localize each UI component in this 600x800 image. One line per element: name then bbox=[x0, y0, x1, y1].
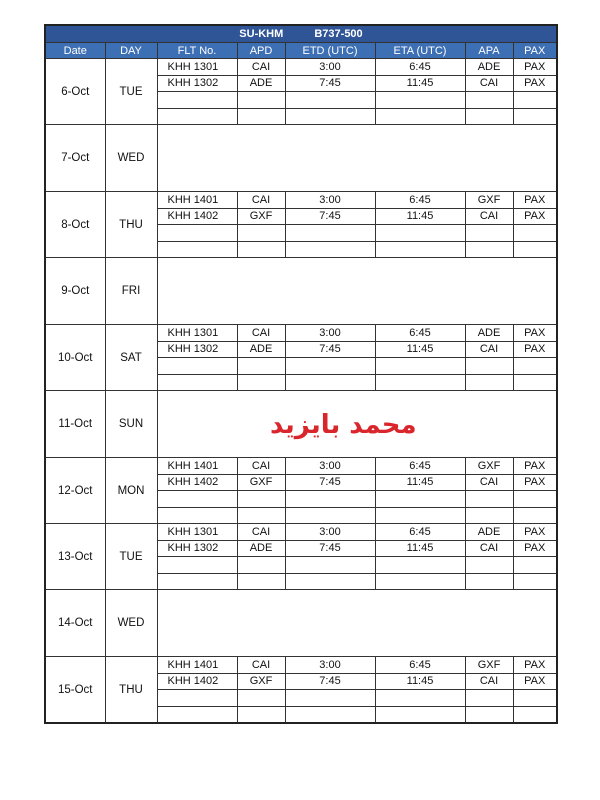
empty-cell bbox=[157, 507, 237, 524]
empty-cell bbox=[513, 706, 557, 723]
header-eta: ETA (UTC) bbox=[375, 43, 465, 59]
empty-cell bbox=[513, 690, 557, 707]
title-row bbox=[45, 25, 557, 43]
etd-cell: 7:45 bbox=[285, 474, 375, 491]
arrival-airport-cell: CAI bbox=[465, 673, 513, 690]
etd-cell: 3:00 bbox=[285, 657, 375, 674]
empty-cell bbox=[285, 108, 375, 125]
schedule-row bbox=[45, 590, 557, 657]
empty-cell bbox=[285, 491, 375, 508]
day-cell: WED bbox=[105, 590, 157, 657]
empty-cell bbox=[465, 225, 513, 242]
empty-cell bbox=[157, 108, 237, 125]
date-cell: 7-Oct bbox=[45, 125, 105, 192]
etd-cell: 7:45 bbox=[285, 208, 375, 225]
empty-cell bbox=[465, 573, 513, 590]
empty-cell bbox=[375, 573, 465, 590]
day-cell: TUE bbox=[105, 524, 157, 590]
day-cell: FRI bbox=[105, 258, 157, 325]
schedule-title bbox=[45, 25, 557, 43]
flight-number-cell: KHH 1402 bbox=[157, 673, 237, 690]
header-pax: PAX bbox=[513, 43, 557, 59]
eta-cell: 6:45 bbox=[375, 657, 465, 674]
empty-cell bbox=[237, 507, 285, 524]
header-day: DAY bbox=[105, 43, 157, 59]
flight-number-cell: KHH 1401 bbox=[157, 458, 237, 475]
date-cell: 10-Oct bbox=[45, 325, 105, 391]
departure-airport-cell: ADE bbox=[237, 75, 285, 92]
empty-cell bbox=[237, 358, 285, 375]
date-cell: 12-Oct bbox=[45, 458, 105, 524]
flight-number-cell: KHH 1401 bbox=[157, 192, 237, 209]
pax-cell: PAX bbox=[513, 673, 557, 690]
empty-day-cell bbox=[157, 258, 557, 325]
arrival-airport-cell: CAI bbox=[465, 341, 513, 358]
etd-cell: 7:45 bbox=[285, 75, 375, 92]
date-cell: 11-Oct bbox=[45, 391, 105, 458]
empty-cell bbox=[465, 92, 513, 109]
departure-airport-cell: CAI bbox=[237, 657, 285, 674]
empty-cell bbox=[465, 358, 513, 375]
day-cell: WED bbox=[105, 125, 157, 192]
etd-cell: 3:00 bbox=[285, 524, 375, 541]
departure-airport-cell: CAI bbox=[237, 192, 285, 209]
arrival-airport-cell: ADE bbox=[465, 524, 513, 541]
empty-cell bbox=[513, 225, 557, 242]
schedule-row bbox=[45, 657, 557, 674]
eta-cell: 6:45 bbox=[375, 325, 465, 342]
arrival-airport-cell: GXF bbox=[465, 192, 513, 209]
empty-cell bbox=[237, 491, 285, 508]
empty-cell bbox=[237, 92, 285, 109]
departure-airport-cell: GXF bbox=[237, 474, 285, 491]
empty-cell bbox=[285, 507, 375, 524]
flight-number-cell: KHH 1301 bbox=[157, 524, 237, 541]
schedule-row bbox=[45, 125, 557, 192]
schedule-row bbox=[45, 192, 557, 209]
date-cell: 6-Oct bbox=[45, 59, 105, 125]
etd-cell: 7:45 bbox=[285, 673, 375, 690]
flight-number-cell: KHH 1302 bbox=[157, 540, 237, 557]
eta-cell: 11:45 bbox=[375, 75, 465, 92]
departure-airport-cell: CAI bbox=[237, 458, 285, 475]
header-arrival-airport: APA bbox=[465, 43, 513, 59]
pax-cell: PAX bbox=[513, 341, 557, 358]
flight-number-cell: KHH 1301 bbox=[157, 325, 237, 342]
empty-cell bbox=[157, 706, 237, 723]
flight-schedule-table bbox=[44, 24, 558, 724]
empty-cell bbox=[375, 108, 465, 125]
arrival-airport-cell: GXF bbox=[465, 657, 513, 674]
header-etd: ETD (UTC) bbox=[285, 43, 375, 59]
empty-cell bbox=[157, 241, 237, 258]
eta-cell: 6:45 bbox=[375, 524, 465, 541]
eta-cell: 11:45 bbox=[375, 474, 465, 491]
empty-cell bbox=[285, 706, 375, 723]
eta-cell: 11:45 bbox=[375, 673, 465, 690]
arrival-airport-cell: CAI bbox=[465, 208, 513, 225]
empty-cell bbox=[375, 557, 465, 574]
schedule-row bbox=[45, 325, 557, 342]
empty-cell bbox=[513, 241, 557, 258]
flight-number-cell: KHH 1302 bbox=[157, 341, 237, 358]
empty-cell bbox=[375, 225, 465, 242]
eta-cell: 11:45 bbox=[375, 540, 465, 557]
flight-number-cell: KHH 1401 bbox=[157, 657, 237, 674]
empty-cell bbox=[375, 706, 465, 723]
day-cell: THU bbox=[105, 657, 157, 724]
eta-cell: 11:45 bbox=[375, 208, 465, 225]
date-cell: 13-Oct bbox=[45, 524, 105, 590]
flight-number-cell: KHH 1302 bbox=[157, 75, 237, 92]
etd-cell: 3:00 bbox=[285, 59, 375, 76]
etd-cell: 3:00 bbox=[285, 325, 375, 342]
empty-cell bbox=[285, 573, 375, 590]
empty-cell bbox=[237, 690, 285, 707]
pax-cell: PAX bbox=[513, 458, 557, 475]
empty-cell bbox=[465, 108, 513, 125]
registration: SU-KHM bbox=[239, 28, 284, 40]
empty-cell bbox=[157, 491, 237, 508]
arrival-airport-cell: CAI bbox=[465, 75, 513, 92]
schedule-row bbox=[45, 524, 557, 541]
pax-cell: PAX bbox=[513, 540, 557, 557]
empty-cell bbox=[513, 557, 557, 574]
arrival-airport-cell: CAI bbox=[465, 474, 513, 491]
empty-cell bbox=[157, 573, 237, 590]
departure-airport-cell: ADE bbox=[237, 540, 285, 557]
departure-airport-cell: ADE bbox=[237, 341, 285, 358]
empty-cell bbox=[375, 358, 465, 375]
eta-cell: 6:45 bbox=[375, 59, 465, 76]
etd-cell: 7:45 bbox=[285, 341, 375, 358]
schedule-row bbox=[45, 258, 557, 325]
departure-airport-cell: GXF bbox=[237, 208, 285, 225]
date-cell: 14-Oct bbox=[45, 590, 105, 657]
eta-cell: 6:45 bbox=[375, 192, 465, 209]
empty-cell bbox=[375, 690, 465, 707]
departure-airport-cell: CAI bbox=[237, 59, 285, 76]
empty-cell bbox=[285, 92, 375, 109]
empty-cell bbox=[513, 491, 557, 508]
empty-cell bbox=[237, 573, 285, 590]
schedule-row bbox=[45, 458, 557, 475]
empty-cell bbox=[157, 225, 237, 242]
empty-cell bbox=[237, 225, 285, 242]
empty-cell bbox=[157, 557, 237, 574]
departure-airport-cell: GXF bbox=[237, 673, 285, 690]
empty-cell bbox=[513, 507, 557, 524]
etd-cell: 3:00 bbox=[285, 458, 375, 475]
empty-cell bbox=[285, 374, 375, 391]
pax-cell: PAX bbox=[513, 325, 557, 342]
empty-cell bbox=[157, 92, 237, 109]
arrival-airport-cell: GXF bbox=[465, 458, 513, 475]
eta-cell: 11:45 bbox=[375, 341, 465, 358]
empty-cell bbox=[285, 557, 375, 574]
departure-airport-cell: CAI bbox=[237, 325, 285, 342]
empty-cell bbox=[513, 92, 557, 109]
empty-cell bbox=[375, 92, 465, 109]
departure-airport-cell: CAI bbox=[237, 524, 285, 541]
day-cell: SAT bbox=[105, 325, 157, 391]
flight-number-cell: KHH 1402 bbox=[157, 208, 237, 225]
empty-cell bbox=[237, 108, 285, 125]
empty-cell bbox=[285, 690, 375, 707]
header-row bbox=[45, 43, 557, 59]
empty-cell bbox=[465, 507, 513, 524]
pax-cell: PAX bbox=[513, 59, 557, 76]
empty-cell bbox=[513, 374, 557, 391]
day-cell: SUN bbox=[105, 391, 157, 458]
header-date: Date bbox=[45, 43, 105, 59]
date-cell: 15-Oct bbox=[45, 657, 105, 724]
empty-day-cell bbox=[157, 125, 557, 192]
schedule-row bbox=[45, 59, 557, 76]
aircraft-type: B737-500 bbox=[314, 28, 363, 40]
date-cell: 9-Oct bbox=[45, 258, 105, 325]
empty-cell bbox=[375, 507, 465, 524]
empty-cell bbox=[513, 358, 557, 375]
pax-cell: PAX bbox=[513, 657, 557, 674]
etd-cell: 3:00 bbox=[285, 192, 375, 209]
pax-cell: PAX bbox=[513, 524, 557, 541]
empty-cell bbox=[465, 241, 513, 258]
empty-cell bbox=[285, 225, 375, 242]
day-cell: MON bbox=[105, 458, 157, 524]
arrival-airport-cell: ADE bbox=[465, 59, 513, 76]
arrival-airport-cell: CAI bbox=[465, 540, 513, 557]
empty-cell bbox=[157, 374, 237, 391]
empty-cell bbox=[375, 241, 465, 258]
empty-cell bbox=[513, 108, 557, 125]
header-departure-airport: APD bbox=[237, 43, 285, 59]
empty-cell bbox=[465, 491, 513, 508]
day-cell: THU bbox=[105, 192, 157, 258]
empty-cell bbox=[237, 374, 285, 391]
empty-cell bbox=[157, 358, 237, 375]
name-watermark: محمد بايزيد bbox=[270, 410, 417, 440]
empty-cell bbox=[375, 491, 465, 508]
empty-cell bbox=[465, 557, 513, 574]
empty-cell bbox=[513, 573, 557, 590]
empty-cell bbox=[375, 374, 465, 391]
pax-cell: PAX bbox=[513, 474, 557, 491]
arrival-airport-cell: ADE bbox=[465, 325, 513, 342]
flight-number-cell: KHH 1402 bbox=[157, 474, 237, 491]
flight-number-cell: KHH 1301 bbox=[157, 59, 237, 76]
empty-cell bbox=[465, 374, 513, 391]
day-cell: TUE bbox=[105, 59, 157, 125]
etd-cell: 7:45 bbox=[285, 540, 375, 557]
empty-cell bbox=[465, 706, 513, 723]
header-flight-number: FLT No. bbox=[157, 43, 237, 59]
date-cell: 8-Oct bbox=[45, 192, 105, 258]
pax-cell: PAX bbox=[513, 75, 557, 92]
empty-cell bbox=[157, 690, 237, 707]
empty-cell bbox=[237, 706, 285, 723]
empty-cell bbox=[285, 241, 375, 258]
empty-cell bbox=[465, 690, 513, 707]
empty-day-cell bbox=[157, 590, 557, 657]
empty-cell bbox=[237, 557, 285, 574]
empty-cell bbox=[285, 358, 375, 375]
eta-cell: 6:45 bbox=[375, 458, 465, 475]
pax-cell: PAX bbox=[513, 192, 557, 209]
empty-cell bbox=[237, 241, 285, 258]
pax-cell: PAX bbox=[513, 208, 557, 225]
